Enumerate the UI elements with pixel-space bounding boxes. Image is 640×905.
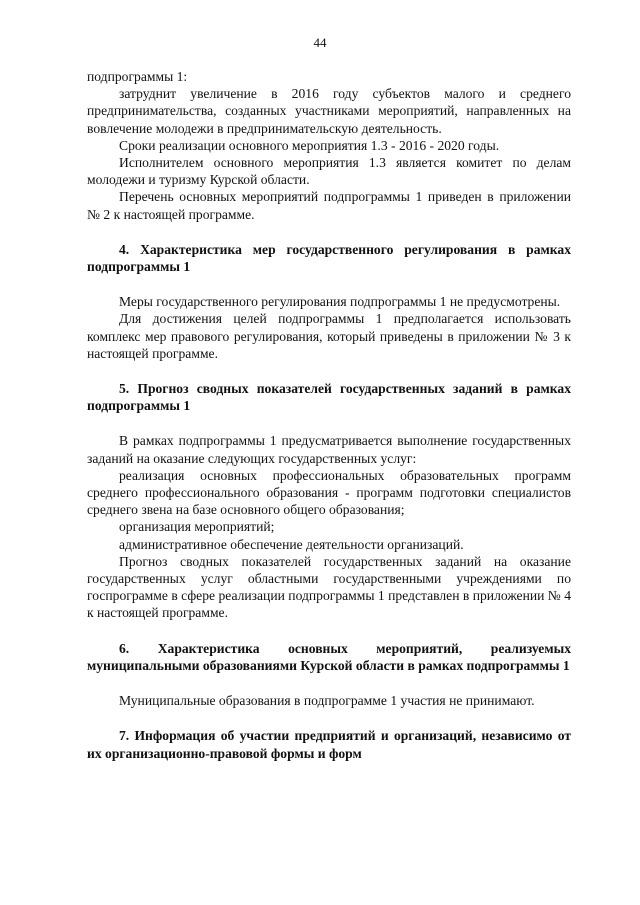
paragraph: Сроки реализации основного мероприятия 1.3 - 2016 - 2020 годы. [119,137,500,153]
paragraph: Для достижения целей подпрограммы 1 предполагается использовать комплекс мер правового регулирования, который приведены в приложении № 3 к настоящей программе. [87,311,571,361]
document-body [87,68,571,762]
paragraph: Перечень основных мероприятий подпрограммы 1 приведен в приложении № 2 к настоящей программе. [87,189,571,222]
section-heading-4: 4. Характеристика мер государственного регулирования в рамках подпрограммы 1 [87,241,571,275]
paragraph: реализация основных профессиональных образовательных программ среднего профессионального образования - программ подготовки специалистов среднего звена на базе основного общего образования; [87,467,571,518]
section-heading-5: 5. Прогноз сводных показателей государственных заданий в рамках подпрограммы 1 [87,381,571,414]
paragraph: подпрограммы 1: [87,69,188,84]
paragraph: организация мероприятий; [119,519,275,535]
paragraph: Исполнителем основного мероприятия 1.3 является комитет по делам молодежи и туризму Курской области. [87,155,571,188]
paragraph: Меры государственного регулирования подпрограммы 1 не предусмотрены. [119,294,561,310]
section-heading-7: 7. Информация об участии предприятий и организаций, независимо от их организационно-правовой формы и форм [87,728,571,761]
paragraph: В рамках подпрограммы 1 предусматривается выполнение государственных заданий на оказание следующих государственных услуг: [87,433,571,466]
page-number: 44 [313,35,327,50]
section-heading-6: 6. Характеристика основных мероприятий, реализуемых муниципальными образованиями Курской области в рамках подпрограммы 1 [87,640,571,673]
paragraph: административное обеспечение деятельности организаций. [119,536,464,552]
paragraph: затруднит увеличение в 2016 году субъектов малого и среднего предпринимательства, созданных участниками мероприятий, направленных на вовлечение молодежи в предпринимательскую деятельность. [87,86,571,136]
paragraph: Муниципальные образования в подпрограмме 1 участия не принимают. [119,693,535,709]
paragraph: Прогноз сводных показателей государственных заданий на оказание государственных услуг областными государственными учреждениями по госпрограмме в сфере реализации подпрограммы 1 представлен в приложении № 4 к настоящей программе. [87,553,571,621]
